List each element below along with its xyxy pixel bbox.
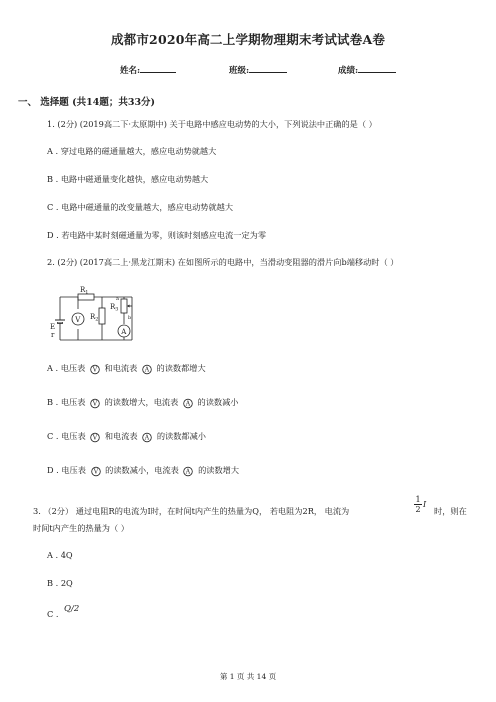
svg-text:A: A bbox=[186, 468, 191, 476]
voltmeter-icon bbox=[88, 432, 102, 443]
ammeter-icon bbox=[140, 364, 154, 375]
q2-stem: 2. (2分) (2017高二上·黑龙江期末) 在如图所示的电路中，当滑动变阻器的滑片向b端移动时（ ） bbox=[47, 257, 399, 267]
ammeter-label: A bbox=[121, 327, 127, 336]
svg-text:V: V bbox=[93, 468, 98, 476]
q1-stem: 1. (2分) (2019高二下·太原期中) 关于电路中感应电动势的大小，下列说法中正确的是（ ） bbox=[47, 119, 377, 129]
q3-option-b: B . 2Q bbox=[47, 578, 73, 588]
voltmeter-icon bbox=[88, 364, 102, 375]
q1-option-c: C . 电路中磁通量的改变量越大，感应电动势就越大 bbox=[47, 202, 234, 212]
r3-label: $R_3$ bbox=[110, 303, 119, 313]
voltmeter-label: V bbox=[75, 315, 81, 324]
score-label: 成绩: bbox=[338, 66, 359, 76]
voltmeter-icon bbox=[88, 398, 102, 409]
voltmeter-icon bbox=[89, 466, 103, 477]
svg-text:V: V bbox=[93, 434, 98, 442]
class-label: 班级: bbox=[229, 66, 250, 76]
name-field bbox=[120, 64, 176, 76]
q3-stem-part1: 3. （2分） 通过电阻R的电流为I时，在时间t内产生的热量为Q， 若电阻为2R， 电流为 bbox=[33, 506, 350, 516]
emf-label: E bbox=[50, 323, 56, 331]
page-title: 成都市2020年高二上学期物理期末考试试卷A卷 bbox=[110, 32, 386, 47]
class-field bbox=[229, 64, 287, 76]
ammeter-icon bbox=[140, 432, 154, 443]
q2-option-d: D . 电压表 V 的读数减小，电流表 A 的读数增大 bbox=[47, 465, 240, 476]
q3-stem-part3: 时间t内产生的热量为（ ） bbox=[33, 523, 129, 533]
terminal-b-label: b bbox=[128, 315, 132, 321]
score-blank bbox=[358, 64, 396, 73]
q3-option-c-formula: Q/2 bbox=[64, 604, 80, 614]
svg-text:A: A bbox=[145, 434, 150, 442]
ammeter-icon bbox=[181, 398, 195, 409]
svg-text:V: V bbox=[92, 366, 98, 374]
class-blank bbox=[249, 64, 287, 73]
q1-option-d: D . 若电路中某时刻磁通量为零，则该时刻感应电流一定为零 bbox=[47, 230, 267, 240]
svg-text:V: V bbox=[92, 400, 98, 408]
q3-option-a: A . 4Q bbox=[47, 550, 73, 560]
r2-label: $R_2$ bbox=[90, 313, 99, 323]
q3-fraction: 1 2 bbox=[415, 495, 421, 514]
internal-resistance-label: r bbox=[51, 331, 55, 339]
q2-option-b: B . 电压表 V 的读数增大，电流表 A 的读数减小 bbox=[47, 397, 239, 408]
q3-stem-part2: 时，则在 bbox=[434, 506, 467, 516]
q1-option-a: A . 穿过电路的磁通量越大，感应电动势就越大 bbox=[47, 146, 217, 156]
name-blank bbox=[140, 64, 176, 73]
section-heading: 一、 选择题 (共14题；共33分) bbox=[18, 97, 156, 108]
terminal-a-label: a bbox=[116, 296, 119, 302]
r1-label: $R_1$ bbox=[80, 286, 89, 296]
svg-text:A: A bbox=[185, 400, 191, 408]
q3-fraction-variable: I bbox=[423, 500, 427, 509]
score-field bbox=[338, 64, 396, 76]
q2-option-c: C . 电压表 V 和电流表 A 的读数都减小 bbox=[47, 431, 206, 442]
circuit-diagram bbox=[50, 281, 142, 345]
name-label: 姓名: bbox=[120, 66, 141, 76]
ammeter-icon bbox=[181, 466, 195, 477]
q1-option-b: B . 电路中磁通量变化越快，感应电动势越大 bbox=[47, 174, 209, 184]
page-footer: 第 1 页 共 14 页 bbox=[219, 672, 277, 681]
svg-text:A: A bbox=[144, 366, 150, 374]
q3-option-c: C . bbox=[47, 609, 59, 619]
q2-option-a: A . 电压表 V 和电流表 A 的读数都增大 bbox=[47, 363, 206, 374]
